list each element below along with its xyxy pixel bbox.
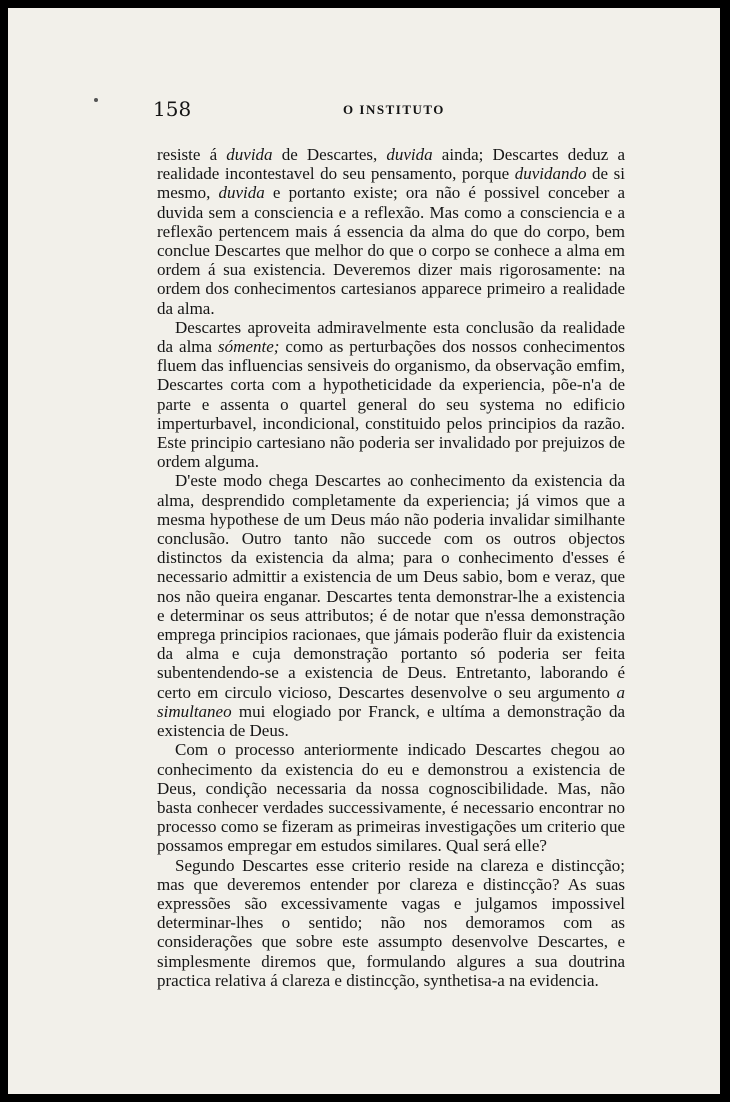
ink-speck xyxy=(94,98,98,102)
paragraph xyxy=(157,145,625,318)
body-text xyxy=(157,145,625,990)
paragraph xyxy=(157,740,625,855)
italic-text: duvidando xyxy=(514,164,587,184)
running-title: O INSTITUTO xyxy=(343,102,445,117)
text-run: Com o processo anteriormente indicado Descartes chegou ao conhecimento da existencia do eu e demonstrou a existencia de Deus, condição necessaria da nossa cognoscibilidade. Mas, não basta conhecer verdades successivamente, é necessario encontrar no processo como se fizeram as primeiras investigações um criterio que possamos empregar em estudos similares. Qual será elle? xyxy=(157,740,625,856)
text-run: como as perturbações dos nossos conhecimentos fluem das influencias sensiveis do organismo, da observação emfim, Descartes corta com a hypotheticidade da experiencia, põe-n'a de parte e assenta o quartel general do seu systema no edificio imperturbavel, incondicional, constituido pelos principios da razão. Este principio cartesiano não poderia ser invalidado por prejuizos de ordem alguma. xyxy=(157,337,625,472)
text-run: D'este modo chega Descartes ao conhecimento da existencia da alma, desprendido completamente da experiencia; já vimos que a mesma hypothese de um Deus máo não poderia invalidar similhante conclusão. Outro tanto não succede com os outros objectos distinctos da existencia da alma; para o conhecimento d'esses é necessario admittir a existencia de um Deus sabio, bom e veraz, que nos não queira enganar. Descartes tenta demonstrar-lhe a existencia e determinar os seus attributos; é de notar que n'essa demonstração emprega principios racionaes, que jámais poderão fluir da existencia da alma e cuja demonstração portanto só poderia ser feita subentendendo-se a existencia de Deus. Entretanto, laborando é certo em circulo vicioso, Descartes desenvolve o seu argumento xyxy=(157,471,625,702)
scanned-page xyxy=(8,8,720,1094)
paragraph xyxy=(157,318,625,472)
text-run: resiste á xyxy=(157,145,227,164)
text-run: mui elogiado por Franck, e ultíma a demonstração da existencia de Deus. xyxy=(157,701,625,741)
italic-text: duvida xyxy=(386,145,433,164)
page-header xyxy=(153,97,635,123)
text-run: e portanto existe; ora não é possivel conceber a duvida sem a consciencia e a reflexão. Mas como a consciencia e a reflexão pertencem mais á essencia da alma do que do corpo, bem conclue Descartes que melhor do que o corpo se conhece a alma em ordem á sua existencia. Deveremos dizer mais rigorosamente: na ordem dos conhecimentos cartesianos apparece primeiro a realidade da alma. xyxy=(157,183,626,318)
italic-text: sómente; xyxy=(218,337,280,357)
italic-text: duvida xyxy=(218,183,265,203)
text-run: Descartes aproveita admiravelmente esta conclusão da realidade da alma xyxy=(157,317,625,357)
italic-text: duvida xyxy=(226,145,273,164)
text-run: de Descartes, xyxy=(272,145,387,164)
paragraph xyxy=(157,471,625,740)
text-run: de si mesmo, xyxy=(157,164,626,203)
italic-text: a simultaneo xyxy=(157,682,625,721)
text-run: ainda; Descartes deduz a realidade incontestavel do seu pensamento, porque xyxy=(157,145,625,184)
text-run: Segundo Descartes esse criterio reside na clareza e distincção; mas que deveremos entender por clareza e distincção? As suas expressões são excessivamente vagas e julgamos impossivel determinar-lhes o sentido; não nos demoramos com as considerações que sobre este assumpto desenvolve Descartes, e simplesmente diremos que, formulando algures a sua doutrina practica relativa á clareza e distincção, synthetisa-a na evidencia. xyxy=(157,855,625,990)
page-number: 158 xyxy=(153,97,192,121)
paragraph xyxy=(157,856,625,990)
